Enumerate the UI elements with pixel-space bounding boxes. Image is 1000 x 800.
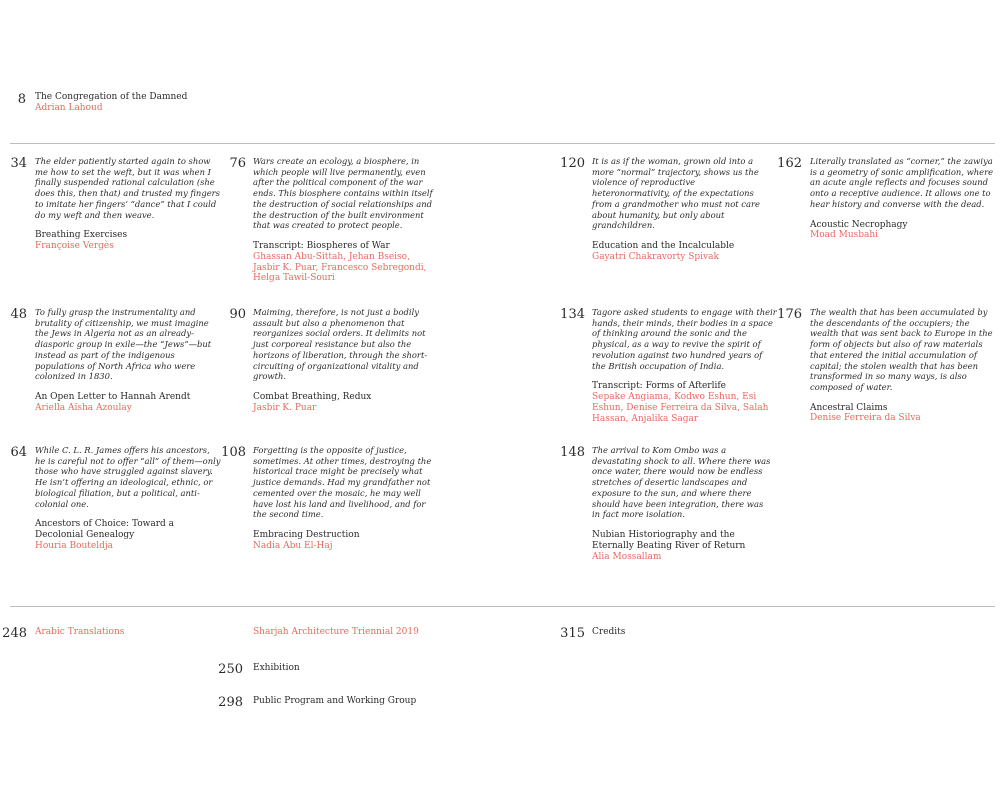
entry-author: Ariella Aïsha Azoulay bbox=[35, 402, 132, 413]
entry-title: Transcript: Biospheres of War bbox=[253, 240, 390, 251]
entry-author: Gayatri Chakravorty Spivak bbox=[592, 251, 719, 262]
divider-bottom bbox=[10, 606, 995, 607]
entry-author: Denise Ferreira da Silva bbox=[810, 413, 921, 424]
opening-title: The Congregation of the Damned bbox=[35, 92, 188, 102]
entry-quote: The elder patiently started again to show me how to set the weft, but it was when I finally suspended rational calculation (she does this, then that) and trusted my fingers to imitate her fingers’ “dance” that I could do my weft and then weave. bbox=[35, 156, 220, 220]
program-page-number: 298 bbox=[218, 695, 243, 710]
toc-entry bbox=[253, 307, 436, 414]
credits-page-number: 315 bbox=[560, 626, 585, 641]
entry-page-number: 76 bbox=[229, 156, 246, 171]
entry-page-number: 134 bbox=[560, 307, 585, 322]
entry-title: Embracing Destruction bbox=[253, 529, 360, 540]
entry-page-number: 64 bbox=[10, 445, 27, 460]
entry-author: Sepake Angiama, Kodwo Eshun, Esi Eshun, Denise Ferreira da Silva, Salah Hassan, Anjalika Sagar bbox=[592, 392, 769, 424]
toc-entry bbox=[592, 307, 777, 424]
entry-title: Breathing Exercises bbox=[35, 230, 128, 241]
entry-page-number: 148 bbox=[560, 445, 585, 460]
opening-page-number: 8 bbox=[17, 92, 26, 107]
entry-title: Ancestors of Choice: Toward a Decolonial Genealogy bbox=[35, 519, 175, 541]
entry-author: Nadia Abu El-Haj bbox=[253, 540, 333, 551]
entry-page-number: 90 bbox=[229, 307, 246, 322]
entry-quote: The arrival to Kom Ombo was a devastating shock to all. Where there was once water, there would now be endless stretches of desertic landscapes and exposure to the sun, and where there should have been integration, there was in fact more isolation. bbox=[592, 445, 771, 520]
entry-author: Houria Bouteldja bbox=[35, 540, 114, 551]
program-label: Public Program and Working Group bbox=[253, 696, 417, 706]
opening-author: Adrian Lahoud bbox=[35, 102, 103, 113]
exhibition-label: Exhibition bbox=[253, 663, 300, 673]
entry-page-number: 34 bbox=[10, 156, 27, 171]
toc-entry bbox=[592, 445, 772, 562]
toc-entry bbox=[35, 445, 221, 552]
toc-entry bbox=[35, 156, 221, 252]
entry-title: Acoustic Necrophagy bbox=[810, 219, 908, 230]
arabic-page-number: 248 bbox=[2, 626, 27, 641]
toc-entry bbox=[253, 445, 438, 552]
entry-quote: While C. L. R. James offers his ancestors, he is careful not to offer “all” of them—only those who have struggled against slavery. He isn’t offering an ideological, ethnic, or biological filiation, but a political, anti-colonial one. bbox=[35, 445, 221, 509]
entry-page-number: 120 bbox=[560, 156, 585, 171]
entry-author: Françoise Vergès bbox=[35, 241, 114, 252]
entry-title: Nubian Historiography and the Eternally Beating River of Return bbox=[592, 529, 746, 551]
opening-entry bbox=[35, 92, 235, 114]
triennial-label: Sharjah Architecture Triennial 2019 bbox=[253, 627, 419, 637]
entry-quote: Maiming, therefore, is not just a bodily assault but also a phenomenon that reorganizes social orders. It delimits not just corporeal resistance but also the horizons of liberation, through the short-circuiting of organizational vitality and growth. bbox=[253, 307, 428, 382]
toc-entry bbox=[810, 307, 996, 424]
entry-page-number: 48 bbox=[10, 307, 27, 322]
entry-quote: Tagore asked students to engage with their hands, their minds, their bodies in a space of thinking around the sonic and the physical, as a way to revive the spirit of revolution against two hundred years of the British occupation of India. bbox=[592, 307, 777, 371]
entry-title: An Open Letter to Hannah Arendt bbox=[35, 391, 191, 402]
toc-entry bbox=[592, 156, 774, 263]
entry-title: Transcript: Forms of Afterlife bbox=[592, 381, 727, 392]
entry-quote: The wealth that has been accumulated by the descendants of the occupiers; the wealth that was sent back to Europe in the form of objects but also of raw materials that entered the initial accumulation of capital; the stolen wealth that has been transformed in so many ways, is also composed of water. bbox=[810, 307, 993, 392]
entry-title: Combat Breathing, Redux bbox=[253, 391, 372, 402]
entry-author: Moad Musbahi bbox=[810, 230, 879, 241]
entry-quote: Wars create an ecology, a biosphere, in which people will live permanently, even after the political component of the war ends. This biosphere contains within itself the destruction of social relationships and the destruction of the built environment that was created to protect people. bbox=[253, 156, 433, 231]
entry-author: Ghassan Abu-Sittah, Jehan Bseiso, Jasbir K. Puar, Francesco Sebregondi, Helga Tawil-Souri bbox=[253, 251, 427, 284]
entry-page-number: 176 bbox=[777, 307, 802, 322]
entry-quote: Forgetting is the opposite of justice, sometimes. At other times, destroying the historical trace might be precisely what justice demands. Had my grandfather not cemented over the mosaic, he may well have lost his land and livelihood, and for the second time. bbox=[253, 445, 432, 520]
entry-author: Jasbir K. Puar bbox=[253, 402, 317, 413]
entry-title: Education and the Incalculable bbox=[592, 240, 735, 251]
entry-page-number: 162 bbox=[777, 156, 802, 171]
divider-top bbox=[10, 143, 995, 144]
exhibition-page-number: 250 bbox=[218, 662, 243, 677]
toc-entry bbox=[35, 307, 221, 414]
entry-author: Alia Mossallam bbox=[592, 551, 662, 562]
entry-page-number: 108 bbox=[221, 445, 246, 460]
arabic-translations-label: Arabic Translations bbox=[35, 627, 125, 637]
toc-entry bbox=[810, 156, 994, 241]
entry-quote: Literally translated as “corner,” the zawiya is a geometry of sonic amplification, where an acute angle reflects and focuses sound onto a receptive audience. It allows one to hear history and converse with the dead. bbox=[810, 156, 994, 209]
entry-quote: It is as if the woman, grown old into a more “normal” trajectory, shows us the violence of reproductive heteronormativity, of the expectations from a grandmother who must not care about humanity, but only about grandchildren. bbox=[592, 156, 760, 231]
credits-label: Credits bbox=[592, 627, 626, 637]
toc-entry bbox=[253, 156, 436, 284]
entry-title: Ancestral Claims bbox=[810, 402, 888, 413]
entry-quote: To fully grasp the instrumentality and brutality of citizenship, we must imagine the Jews in Algeria not as an already-diasporic group in exile—the “Jews”—but instead as part of the indigenous populations of North Africa who were colonized in 1830. bbox=[35, 307, 212, 382]
